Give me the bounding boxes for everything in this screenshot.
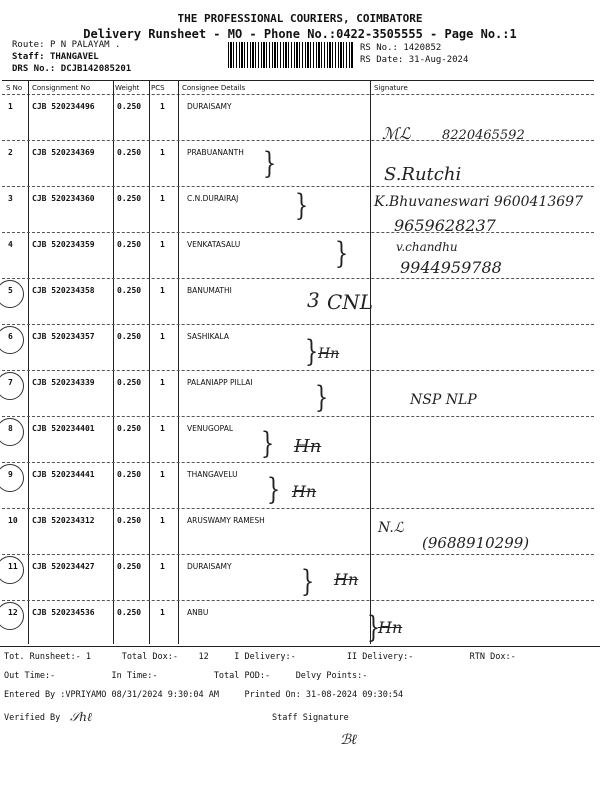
row-sno: 11 [8, 562, 18, 571]
row-pcs: 1 [160, 424, 165, 433]
col-header-consignment: Consignment No [32, 84, 91, 92]
row-pcs: 1 [160, 240, 165, 249]
table-row [2, 600, 594, 646]
signature-scribble: ℳℒ [382, 124, 411, 143]
handwritten-status: Hn [294, 436, 322, 457]
handwritten-phone: 9944959788 [400, 258, 502, 277]
row-sno: 5 [8, 286, 13, 295]
handwritten-name: S.Rutchi [384, 164, 462, 185]
row-sno: 1 [8, 102, 13, 111]
row-consignment: CJB 520234496 [32, 102, 95, 111]
row-consignment: CJB 520234360 [32, 194, 95, 203]
row-consignment: CJB 520234427 [32, 562, 95, 571]
handwritten-name-phone: K.Bhuvaneswari 9600413697 [374, 194, 583, 210]
row-consignment: CJB 520234401 [32, 424, 95, 433]
handwritten-status: Hn [378, 618, 403, 637]
row-consignment: CJB 520234441 [32, 470, 95, 479]
row-consignment: CJB 520234339 [32, 378, 95, 387]
row-weight: 0.250 [117, 378, 142, 387]
row-sno: 7 [8, 378, 13, 387]
row-weight: 0.250 [117, 562, 142, 571]
row-sno: 9 [8, 470, 13, 479]
bracket-mark: } [314, 380, 329, 415]
handwritten-phone: (9688910299) [422, 534, 530, 552]
handwritten-status: NSP NLP [410, 392, 477, 408]
handwritten-name: v.chandhu [396, 240, 458, 254]
col-header-sno: S No [6, 84, 23, 92]
footer-divider [0, 646, 600, 647]
row-pcs: 1 [160, 516, 165, 525]
staff-label: Staff: [12, 52, 45, 62]
row-weight: 0.250 [117, 608, 142, 617]
entered-by-line: Entered By :VPRIYAMO 08/31/2024 9:30:04 AM Printed On: 31-08-2024 09:30:54 [4, 690, 404, 700]
row-pcs: 1 [160, 332, 165, 341]
handwritten-status: CNL [327, 290, 374, 314]
row-consignee: VENKATASALU [187, 240, 241, 249]
col-header-consignee: Consignee Details [182, 84, 246, 92]
staff-signature-scribble: ℬℓ [340, 732, 357, 748]
row-sno: 12 [8, 608, 18, 617]
row-consignment: CJB 520234357 [32, 332, 95, 341]
bracket-mark: } [262, 146, 277, 181]
row-pcs: 1 [160, 286, 165, 295]
bracket-mark: } [366, 610, 381, 645]
row-weight: 0.250 [117, 194, 142, 203]
row-consignee: DURAISAMY [187, 562, 232, 571]
handwritten-phone: 8220465592 [442, 128, 525, 143]
row-sno: 3 [8, 194, 13, 203]
row-consignment: CJB 520234358 [32, 286, 95, 295]
row-weight: 0.250 [117, 332, 142, 341]
bracket-mark: } [304, 334, 319, 369]
row-sno: 4 [8, 240, 13, 249]
row-pcs: 1 [160, 378, 165, 387]
times-line: Out Time:- In Time:- Total POD:- Delvy Points:- [4, 671, 368, 681]
row-sno: 2 [8, 148, 13, 157]
verified-by-label: Verified By [4, 713, 61, 723]
row-weight: 0.250 [117, 470, 142, 479]
row-consignment: CJB 520234369 [32, 148, 95, 157]
bracket-mark: } [260, 426, 275, 461]
staff-signature-label: Staff Signature [272, 713, 349, 723]
row-weight: 0.250 [117, 148, 142, 157]
row-consignment: CJB 520234312 [32, 516, 95, 525]
row-consignee: DURAISAMY [187, 102, 232, 111]
totals-line: Tot. Runsheet:- 1 Total Dox:- 12 I Delivery:- II Delivery:- RTN Dox:- [4, 652, 516, 662]
row-pcs: 1 [160, 102, 165, 111]
table-row [2, 232, 594, 278]
row-sno: 8 [8, 424, 13, 433]
table-row [2, 370, 594, 416]
row-sno: 6 [8, 332, 13, 341]
route-value: P N PALAYAM . [49, 40, 121, 50]
company-title: THE PROFESSIONAL COURIERS, COIMBATORE [177, 12, 423, 25]
row-consignee: VENUGOPAL [187, 424, 234, 433]
staff-line [12, 52, 99, 62]
row-consignee: ANBU [187, 608, 209, 617]
col-header-pcs: PCS [151, 84, 165, 92]
row-consignee: C.N.DURAIRAJ [187, 194, 239, 203]
row-weight: 0.250 [117, 516, 142, 525]
verifier-signature-scribble: 𝒮ℎℓ [70, 710, 93, 724]
runsheet-subtitle: Delivery Runsheet - MO - Phone No.:0422-3505555 - Page No.:1 [83, 27, 517, 41]
handwritten-status: Hn [292, 482, 317, 501]
col-header-signature: Signature [374, 84, 408, 92]
handwritten-status: 3 [307, 288, 320, 312]
drs-label: DRS No.: [12, 64, 56, 74]
row-consignee: THANGAVELU [187, 470, 238, 479]
row-pcs: 1 [160, 562, 165, 571]
table-row [2, 324, 594, 370]
row-consignee: PRABUANANTH [187, 148, 244, 157]
handwritten-status: Hn [334, 570, 359, 589]
rs-number: RS No.: 1420852 [360, 43, 442, 53]
row-pcs: 1 [160, 608, 165, 617]
row-pcs: 1 [160, 148, 165, 157]
row-consignment: CJB 520234359 [32, 240, 95, 249]
table-row [2, 554, 594, 600]
handwritten-phone: 9659628237 [394, 216, 496, 235]
row-consignee: PALANIAPP PILLAI [187, 378, 253, 387]
row-weight: 0.250 [117, 286, 142, 295]
bracket-mark: } [334, 236, 349, 271]
row-consignee: SASHIKALA [187, 332, 230, 341]
bracket-mark: } [294, 188, 309, 223]
row-consignee: BANUMATHI [187, 286, 232, 295]
runsheet-table [2, 80, 594, 644]
col-header-weight: Weight [115, 84, 140, 92]
handwritten-status: Hn [318, 346, 340, 362]
row-sno: 10 [8, 516, 18, 525]
bracket-mark: } [266, 472, 281, 507]
route-label: Route: [12, 40, 45, 50]
row-weight: 0.250 [117, 240, 142, 249]
row-weight: 0.250 [117, 424, 142, 433]
row-consignment: CJB 520234536 [32, 608, 95, 617]
row-weight: 0.250 [117, 102, 142, 111]
drs-line [12, 64, 131, 74]
route-line [12, 40, 120, 50]
barcode [228, 42, 354, 68]
row-pcs: 1 [160, 194, 165, 203]
table-row [2, 278, 594, 324]
signature-scribble: N.ℒ [378, 520, 404, 536]
bracket-mark: } [300, 564, 315, 599]
drs-value: DCJB142085201 [60, 64, 132, 74]
rs-date: RS Date: 31-Aug-2024 [360, 55, 469, 65]
row-consignee: ARUSWAMY RAMESH [187, 516, 265, 525]
staff-value: THANGAVEL [49, 52, 99, 62]
table-row [2, 140, 594, 186]
row-pcs: 1 [160, 470, 165, 479]
